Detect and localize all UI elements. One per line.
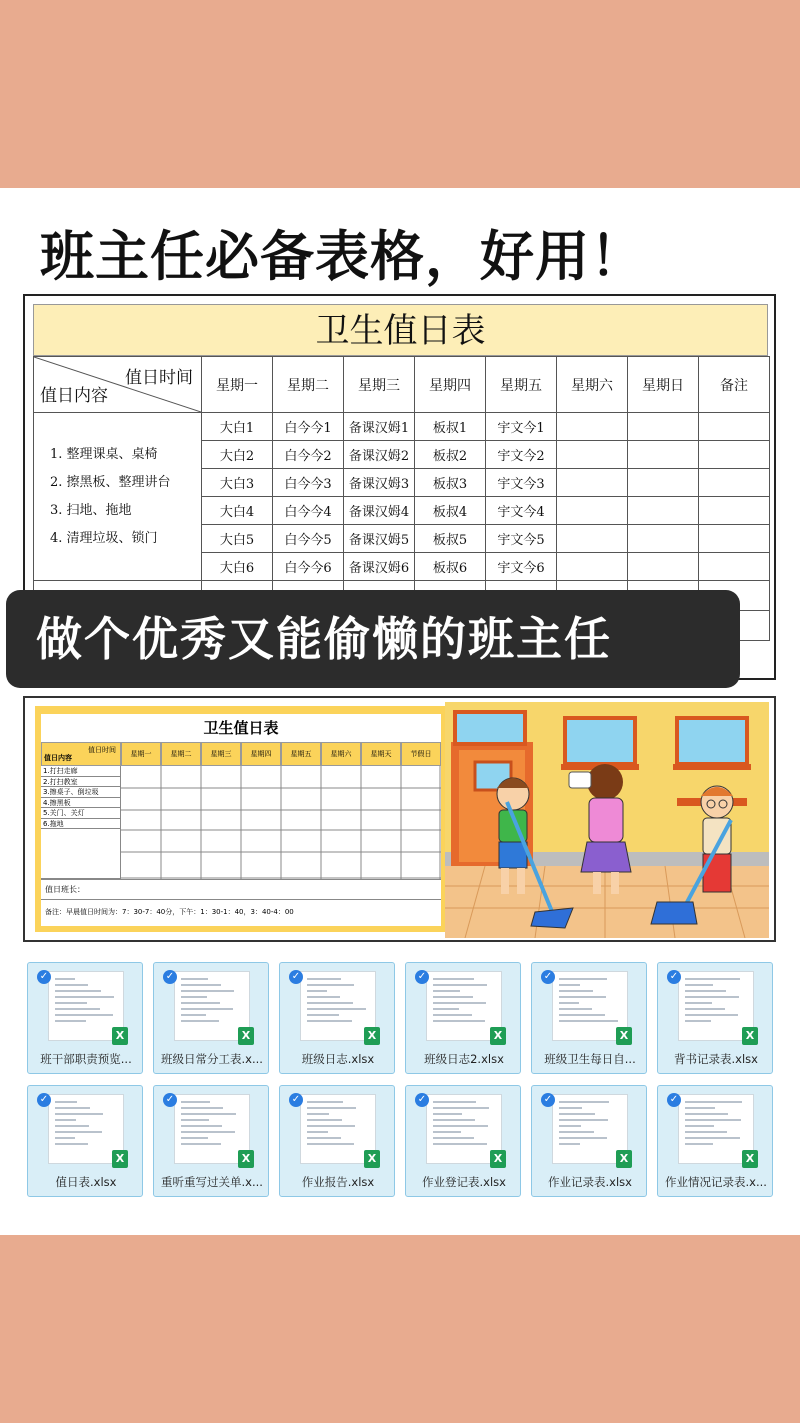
duty-cell [557, 525, 628, 553]
file-name: 班级日志.xlsx [301, 1052, 375, 1066]
task-column [41, 766, 121, 879]
duty-cell: 备课汉姆5 [344, 525, 415, 553]
check-icon[interactable]: ✓ [541, 1093, 555, 1107]
duty-cell [557, 413, 628, 441]
day-header: 星期三 [344, 357, 415, 413]
second-table-image [23, 696, 776, 942]
file-name: 班级卫生每日自... [544, 1052, 636, 1066]
duty-cell [699, 553, 770, 581]
check-icon[interactable]: ✓ [289, 970, 303, 984]
duty-cell: 白今今3 [273, 469, 344, 497]
check-icon[interactable]: ✓ [37, 1093, 51, 1107]
file-tile[interactable] [153, 962, 269, 1074]
excel-icon: X [616, 1150, 632, 1168]
corner-cell [34, 357, 202, 413]
duty-cell: 白今今4 [273, 497, 344, 525]
file-name: 背书记录表.xlsx [674, 1052, 758, 1066]
duty-cell: 备课汉姆6 [344, 553, 415, 581]
file-tile[interactable] [405, 962, 521, 1074]
excel-icon: X [238, 1027, 254, 1045]
duty-row [34, 413, 770, 441]
cleaning-kids-illustration [445, 702, 769, 938]
day-header: 星期五 [281, 742, 321, 766]
second-table [41, 714, 441, 926]
file-tile[interactable] [279, 962, 395, 1074]
day-header: 星期六 [321, 742, 361, 766]
excel-icon: X [490, 1150, 506, 1168]
duty-cell: 板叔6 [415, 553, 486, 581]
file-name: 作业登记表.xlsx [422, 1175, 506, 1189]
file-tile[interactable] [405, 1085, 521, 1197]
file-tile[interactable] [657, 1085, 773, 1197]
duty-cell: 板叔5 [415, 525, 486, 553]
duty-cell [699, 469, 770, 497]
excel-icon: X [616, 1027, 632, 1045]
file-name: 作业报告.xlsx [301, 1175, 375, 1189]
file-tile[interactable] [153, 1085, 269, 1197]
task-item: 6.拖地 [41, 819, 120, 830]
file-name: 班级日常分工表.x... [161, 1052, 263, 1066]
headline: 班主任必备表格，好用！ [40, 225, 645, 288]
duty-cell [628, 553, 699, 581]
duty-cell [628, 497, 699, 525]
second-table-header [41, 742, 441, 766]
duty-cell: 大白3 [202, 469, 273, 497]
day-header: 星期三 [201, 742, 241, 766]
second-table-body [41, 766, 441, 879]
duty-cell: 白今今5 [273, 525, 344, 553]
duty-table-title: 卫生值日表 [33, 304, 768, 356]
duty-cell: 大白5 [202, 525, 273, 553]
task-list [34, 413, 202, 581]
check-icon[interactable]: ✓ [541, 970, 555, 984]
duty-cell: 板叔3 [415, 469, 486, 497]
task-item: 3. 扫地、拖地 [50, 502, 132, 518]
excel-icon: X [742, 1027, 758, 1045]
duty-cell: 宇文今6 [486, 553, 557, 581]
day-header: 星期六 [557, 357, 628, 413]
task-item: 3.擦桌子、倒垃圾 [41, 787, 120, 798]
corner-bottom: 值日内容 [40, 386, 108, 406]
file-tile[interactable] [531, 962, 647, 1074]
second-table-frame [35, 706, 449, 932]
banner-caption: 做个优秀又能偷懒的班主任 [6, 590, 740, 688]
empty-grid [121, 766, 441, 879]
file-tile[interactable] [657, 962, 773, 1074]
duty-cell: 宇文今1 [486, 413, 557, 441]
duty-cell: 备课汉姆4 [344, 497, 415, 525]
monitor-label: 值日班长： [41, 879, 441, 899]
check-icon[interactable]: ✓ [667, 1093, 681, 1107]
task-item: 4.擦黑板 [41, 798, 120, 809]
check-icon[interactable]: ✓ [667, 970, 681, 984]
day-header: 星期四 [241, 742, 281, 766]
duty-cell [557, 441, 628, 469]
day-header: 星期日 [628, 357, 699, 413]
day-header: 星期天 [361, 742, 401, 766]
duty-cell: 白今今6 [273, 553, 344, 581]
corner-top: 值日时间 [88, 746, 116, 754]
duty-cell [699, 497, 770, 525]
task-item: 2. 擦黑板、整理讲台 [50, 474, 171, 490]
duty-cell [628, 525, 699, 553]
duty-cell: 大白1 [202, 413, 273, 441]
duty-cell: 备课汉姆3 [344, 469, 415, 497]
file-tile[interactable] [27, 962, 143, 1074]
check-icon[interactable]: ✓ [289, 1093, 303, 1107]
duty-cell: 宇文今2 [486, 441, 557, 469]
day-header: 星期一 [121, 742, 161, 766]
duty-cell: 大白4 [202, 497, 273, 525]
file-tile[interactable] [27, 1085, 143, 1197]
second-table-title: 卫生值日表 [203, 719, 279, 737]
duty-cell: 板叔1 [415, 413, 486, 441]
duty-cell: 宇文今3 [486, 469, 557, 497]
task-item: 1.打扫走廊 [41, 766, 120, 777]
file-name: 重听重写过关单.x... [161, 1175, 263, 1189]
check-icon[interactable]: ✓ [415, 1093, 429, 1107]
duty-cell [699, 441, 770, 469]
task-item: 5.关门、关灯 [41, 808, 120, 819]
duty-cell: 板叔4 [415, 497, 486, 525]
day-header: 星期一 [202, 357, 273, 413]
excel-icon: X [112, 1027, 128, 1045]
check-icon[interactable]: ✓ [37, 970, 51, 984]
file-name: 作业记录表.xlsx [548, 1175, 632, 1189]
task-item: 2.打扫教室 [41, 777, 120, 788]
day-header: 星期二 [161, 742, 201, 766]
excel-icon: X [490, 1027, 506, 1045]
check-icon[interactable]: ✓ [163, 1093, 177, 1107]
corner-cell [41, 742, 121, 766]
file-tile[interactable] [531, 1085, 647, 1197]
table-note: 备注：早晨值日时间为：7：30-7：40分，下午：1：30-1：40，3：40-4：00 [41, 899, 441, 923]
file-tile[interactable] [279, 1085, 395, 1197]
duty-cell [628, 441, 699, 469]
day-header: 星期五 [486, 357, 557, 413]
excel-icon: X [364, 1027, 380, 1045]
duty-cell [699, 413, 770, 441]
duty-cell [628, 469, 699, 497]
duty-cell: 宇文今4 [486, 497, 557, 525]
day-header: 星期二 [273, 357, 344, 413]
duty-cell [557, 469, 628, 497]
duty-cell: 大白2 [202, 441, 273, 469]
duty-cell: 白今今1 [273, 413, 344, 441]
duty-cell: 大白6 [202, 553, 273, 581]
task-item: 4. 清理垃圾、锁门 [50, 530, 158, 546]
check-icon[interactable]: ✓ [163, 970, 177, 984]
excel-icon: X [112, 1150, 128, 1168]
excel-icon: X [742, 1150, 758, 1168]
duty-cell [699, 525, 770, 553]
excel-icon: X [364, 1150, 380, 1168]
file-name: 班干部职责预览... [40, 1052, 132, 1066]
duty-cell [557, 497, 628, 525]
duty-cell: 备课汉姆2 [344, 441, 415, 469]
file-name: 值日表.xlsx [55, 1175, 117, 1189]
duty-cell [628, 413, 699, 441]
task-item: 1. 整理课桌、桌椅 [50, 446, 158, 462]
corner-top: 值日时间 [125, 368, 193, 388]
file-name: 班级日志2.xlsx [424, 1052, 504, 1066]
duty-cell: 板叔2 [415, 441, 486, 469]
duty-cell: 宇文今5 [486, 525, 557, 553]
day-header: 备注 [699, 357, 770, 413]
day-header: 星期四 [415, 357, 486, 413]
duty-cell: 备课汉姆1 [344, 413, 415, 441]
excel-icon: X [238, 1150, 254, 1168]
corner-bottom: 值日内容 [44, 754, 72, 762]
duty-cell: 白今今2 [273, 441, 344, 469]
day-header: 节假日 [401, 742, 441, 766]
duty-cell [557, 553, 628, 581]
check-icon[interactable]: ✓ [415, 970, 429, 984]
file-name: 作业情况记录表.x... [665, 1175, 767, 1189]
